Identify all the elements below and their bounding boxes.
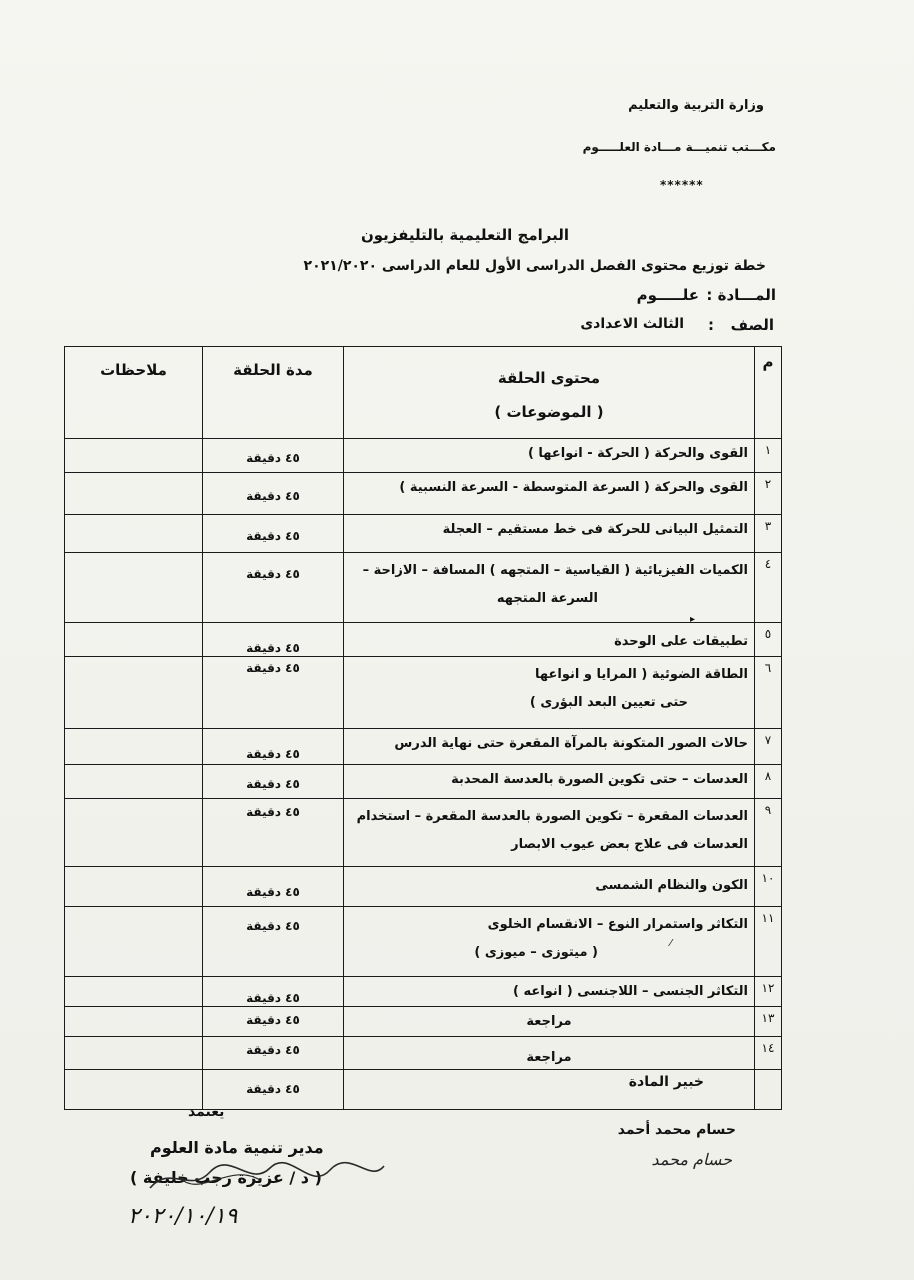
row-content-line1: التكاثر واستمرار النوع – الانقسام الخلوى <box>487 917 748 932</box>
row-content <box>344 515 755 553</box>
row-number: ٩ <box>755 799 782 867</box>
row-content-line2: العدسات فى علاج بعض عيوب الابصار <box>511 837 748 852</box>
table-row <box>65 1037 782 1070</box>
row-number: ٣ <box>755 515 782 553</box>
row-number: ٧ <box>755 729 782 765</box>
content-distribution-table <box>64 346 782 1110</box>
row-content-line2: ( ميتوزى – ميوزى ) <box>474 945 598 960</box>
subject-value: علـــــوم <box>636 286 699 304</box>
row-duration: ٤٥ دقيقة <box>203 623 344 657</box>
row-content-line1: التكاثر الجنسى – اللاجنسى ( انواعه ) <box>513 984 748 999</box>
row-content <box>344 977 755 1007</box>
grade-label: الصف <box>730 316 774 334</box>
row-duration: ٤٥ دقيقة <box>203 1007 344 1037</box>
row-number: ١ <box>755 439 782 473</box>
row-number: ٢ <box>755 473 782 515</box>
row-content <box>344 907 755 977</box>
row-duration: ٤٥ دقيقة <box>203 439 344 473</box>
header-notes: ملاحظات <box>65 347 203 439</box>
row-content-line1: مراجعة <box>526 1050 572 1065</box>
header-content-line1: محتوى الحلقة <box>497 368 601 387</box>
approve-label: يعتمد <box>188 1104 225 1120</box>
row-duration: ٤٥ دقيقة <box>203 729 344 765</box>
row-content-line1: العدسات المقعرة – تكوين الصورة بالعدسة المقعرة – استخدام <box>356 809 748 824</box>
row-duration: ٤٥ دقيقة <box>203 1070 344 1110</box>
pen-mark: ⁄ <box>670 938 672 949</box>
row-number: ١٢ <box>755 977 782 1007</box>
table-row <box>65 977 782 1007</box>
header-content-line2: ( الموضوعات ) <box>494 402 604 421</box>
row-content-line1: الطاقة الضوئية ( المرايا و انواعها <box>535 667 748 682</box>
table-row <box>65 907 782 977</box>
row-duration: ٤٥ دقيقة <box>203 473 344 515</box>
table-row <box>65 867 782 907</box>
table-header-row <box>65 347 782 439</box>
row-notes <box>65 439 203 473</box>
row-notes <box>65 657 203 729</box>
row-duration: ٤٥ دقيقة <box>203 977 344 1007</box>
table-row <box>65 799 782 867</box>
row-notes <box>65 1070 203 1110</box>
row-content-line1: التمثيل البيانى للحركة فى خط مستقيم – العجلة <box>442 522 748 537</box>
grade-value: الثالث الاعدادى <box>580 316 684 332</box>
table-row <box>65 473 782 515</box>
row-number: ٨ <box>755 765 782 799</box>
row-content-line1: العدسات – حتى تكوين الصورة بالعدسة المحدبة <box>451 772 748 787</box>
table-row <box>65 1007 782 1037</box>
row-content-line1: تطبيقات على الوحدة <box>614 634 748 649</box>
header-duration: مدة الحلقة <box>203 347 344 439</box>
subject-label: المـــادة : <box>706 286 776 304</box>
row-duration: ٤٥ دقيقة <box>203 765 344 799</box>
approval-date: ٢٠٢٠/١٠/١٩ <box>128 1204 238 1229</box>
row-notes <box>65 473 203 515</box>
row-duration: ٤٥ دقيقة <box>203 657 344 729</box>
table-row <box>65 623 782 657</box>
row-notes <box>65 765 203 799</box>
row-content <box>344 799 755 867</box>
table-row <box>65 729 782 765</box>
row-content-line1: القوى والحركة ( السرعة المتوسطة - السرعة النسبية ) <box>399 480 748 495</box>
stars-divider: ****** <box>660 178 704 192</box>
row-notes <box>65 799 203 867</box>
row-content <box>344 623 755 657</box>
row-notes <box>65 623 203 657</box>
header-number: م <box>755 347 782 439</box>
row-content <box>344 729 755 765</box>
expert-signature: حسام محمد <box>651 1150 732 1169</box>
row-content <box>344 439 755 473</box>
director-name: ( د / عزيزة رجب خليفة ) <box>130 1168 322 1187</box>
director-title: مدير تنمية مادة العلوم <box>150 1138 324 1157</box>
row-notes <box>65 1007 203 1037</box>
row-duration: ٤٥ دقيقة <box>203 907 344 977</box>
row-content-line1: الكون والنظام الشمسى <box>595 878 748 893</box>
row-number: ٥ <box>755 623 782 657</box>
row-number: ١٠ <box>755 867 782 907</box>
row-notes <box>65 729 203 765</box>
expert-title: خبير المادة <box>628 1074 704 1090</box>
row-duration: ٤٥ دقيقة <box>203 515 344 553</box>
row-content <box>344 657 755 729</box>
pen-mark: ▸ <box>690 614 696 625</box>
plan-title: خطة توزيع محتوى الفصل الدراسى الأول للعام الدراسى ٢٠٢١/٢٠٢٠ <box>303 258 766 274</box>
table-row <box>65 515 782 553</box>
row-content-line1: حالات الصور المتكونة بالمرآة المقعرة حتى نهاية الدرس <box>394 736 748 751</box>
row-content <box>344 553 755 623</box>
row-number: ١١ <box>755 907 782 977</box>
row-content-line1: الكميات الفيزيائية ( القياسية – المتجهه ) المسافة – الازاحة – <box>362 563 748 578</box>
office-header: مكـــتب تنميـــة مـــادة العلـــــوم <box>582 140 776 154</box>
row-notes <box>65 977 203 1007</box>
row-content <box>344 1007 755 1037</box>
table-row <box>65 765 782 799</box>
row-notes <box>65 515 203 553</box>
row-duration: ٤٥ دقيقة <box>203 799 344 867</box>
row-number: ٦ <box>755 657 782 729</box>
header-content <box>344 347 755 439</box>
grade-separator: : <box>708 316 714 334</box>
expert-name: حسام محمد أحمد <box>617 1122 736 1138</box>
row-duration: ٤٥ دقيقة <box>203 553 344 623</box>
row-number: ٤ <box>755 553 782 623</box>
ministry-header: وزارة التربية والتعليم <box>628 98 764 113</box>
row-number: ١٣ <box>755 1007 782 1037</box>
program-title: البرامج التعليمية بالتليفزيون <box>360 226 569 244</box>
row-notes <box>65 1037 203 1070</box>
row-content-line2: السرعة المتجهه <box>496 591 598 606</box>
row-duration: ٤٥ دقيقة <box>203 1037 344 1070</box>
table-row <box>65 657 782 729</box>
director-signature <box>140 1158 390 1202</box>
row-content <box>344 473 755 515</box>
row-content-line2: حتى تعيين البعد البؤرى ) <box>529 695 688 710</box>
row-content-line1: القوى والحركة ( الحركة - انواعها ) <box>527 446 748 461</box>
row-notes <box>65 553 203 623</box>
row-number <box>755 1070 782 1110</box>
row-notes <box>65 907 203 977</box>
row-content <box>344 765 755 799</box>
row-number: ١٤ <box>755 1037 782 1070</box>
row-content-line1: مراجعة <box>526 1014 572 1029</box>
row-duration: ٤٥ دقيقة <box>203 867 344 907</box>
row-content <box>344 1037 755 1070</box>
table-row <box>65 439 782 473</box>
table-row <box>65 553 782 623</box>
row-content <box>344 867 755 907</box>
row-notes <box>65 867 203 907</box>
